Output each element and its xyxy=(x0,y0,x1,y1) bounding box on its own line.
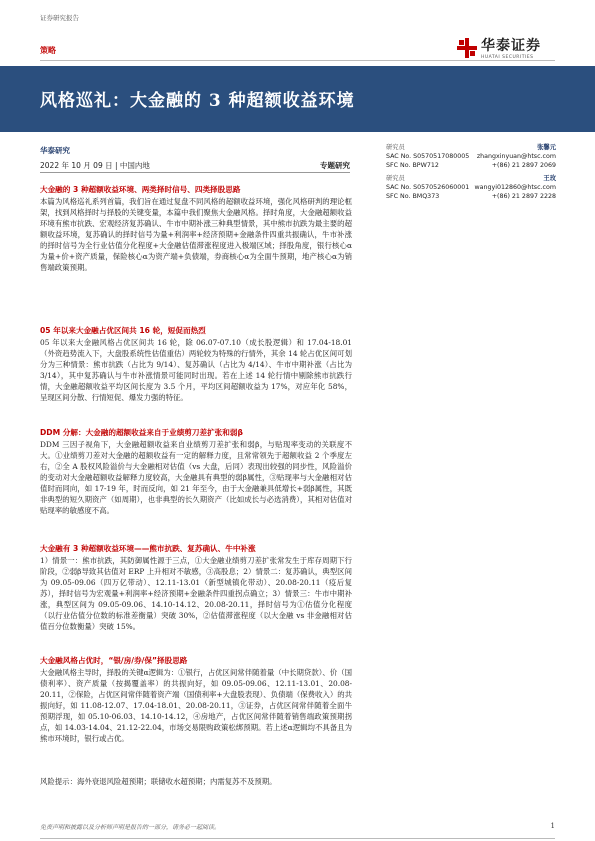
analyst-sac: SAC No. S0570517080005 xyxy=(386,153,470,160)
report-type-label: 证券研究报告 xyxy=(40,14,79,22)
page-title: 风格巡礼：大金融的 3 种超额收益环境 xyxy=(40,91,355,111)
page-footer xyxy=(40,822,555,831)
analyst-phone: +(86) 21 2897 2228 xyxy=(491,193,556,200)
section-paragraph: 05 年以来大金融风格占优区间共 16 轮，除 06.07-07.10（成长股逻辑）和 17.04-18.01（外资趋势流入下，大盘股系统性估值重估）两轮较为特殊的行情外，其余 14 轮占优区间可划分为三种情景：熊市抗跌（占比为 9/14）、复苏确认（占比为 4/14）、牛市中期补涨（占比为 3/14），其中复苏确认与牛市补涨情景可能同时出现。若在上述 14 轮行情中剔除熊市抗跌行情，大金融超额收益平均区间长度为 3.5 个月，平均区间超额收益为 17%，对应年化 58%，呈现区间分散、行情短促、爆发力强的特征。 xyxy=(40,338,352,402)
analyst-sfc: SFC No. BPW712 xyxy=(386,162,439,169)
analyst-panel xyxy=(386,143,556,205)
analyst-sfc: SFC No. BMQ373 xyxy=(386,193,440,200)
section-scenarios xyxy=(40,543,352,632)
risk-warning xyxy=(40,776,352,787)
analyst-card xyxy=(386,143,556,170)
risk-text: 风险提示：海外衰退风险超预期；联储收水超预期；内需复苏不及预期。 xyxy=(40,777,277,786)
section-heading: 大金融有 3 种超额收益环境——熊市抗跌、复苏确认、牛中补涨 xyxy=(40,544,256,553)
category-label: 策略 xyxy=(40,46,56,55)
analyst-card xyxy=(386,174,556,201)
section-stock-picking xyxy=(40,655,352,744)
analyst-email[interactable]: wangyi012860@htsc.com xyxy=(474,184,556,191)
report-meta xyxy=(40,160,350,171)
section-paragraph: 1）情景一：熊市抗跌，其防御属性源于三点，①大金融业绩剪刀差扩张常发生于库存周期下行阶段，②弱β导致其估值对 ERP 上升相对不敏感，③高股息；2）情景二：复苏确认，典型区间为 09.05-09.06（四万亿带动）、12.11-13.01（新型城镇化带动）、20.08-20.11（疫后复苏），择时信号为宏观量+利润率+经济预期+金融条件四重拐点确立；3）情景三：牛市中期补涨，典型区间为 09.05-09.06、14.10-14.12、20.08-20.11，择时信号为①估值分化程度（以行业估值分位数的标准差衡量）突破 30%，②估值滞涨程度（以大金融 vs 非金融相对估值百分位数衡量）突破 15%。 xyxy=(40,556,352,631)
section-paragraph: 本篇为风格巡礼系列首篇，我们旨在通过复盘不同风格的超额收益环境，强化风格研判的理论框架，找到风格择时与择股的关键变量，本篇中我们聚焦大金融风格。择时角度，大金融超额收益环境有熊市抗跌、宏观经济复苏确认、牛市中期补涨三种典型情景，其中熊市抗跌为最主要的超额收益环境，复苏确认的择时信号为量+利润率+经济预期+金融条件四重共振确认，牛市补涨的择时信号为全行业估值分化程度+大金融估值滞涨程度进入极端区域；择股角度，银行核心α为量+价+资产质量，保险核心α为资产端+负债端，券商核心α为全面牛预期，地产核心α为销售端政策预期。 xyxy=(40,197,352,272)
section-paragraph: DDM 三因子视角下，大金融超额收益来自业绩剪刀差扩张和弱β，与贴现率变动的关联度不大。①业绩剪刀差对大金融的超额收益有一定的解释力度，且常常领先于超额收益 2 个季度左右，②全 A 股权风险溢价与大金融相对估值（vs 大盘，后同）表现出较强的同步性，风险溢价的变动对大金融超额收益解释力度较高，大金融具有典型的弱β属性，③贴现率与大金融相对估值时而同向，如 17-19 年，时而反向，如 21 年至今，由于大金融兼具低增长+弱β属性，其既非典型的短久期资产（如周期），也非典型的长久期资产（比如成长与必选消费），其相对估值对贴现率的敏感度不高。 xyxy=(40,440,352,515)
analyst-name: 张馨元 xyxy=(537,144,556,151)
section-paragraph: 大金融风格主导时，择股的关键α逻辑为：①银行，占优区间常伴随着量（中长期贷款）、价（国债利率）、资产质量（按揭覆盖率）的共振向好，如 09.05-09.06、12.11-13.01、20.08-20.11，②保险，占优区间常伴随着资产端（国债利率+大盘股表现）、负债端（保费收入）的共振向好，如 11.08-12.07、17.04-18.01、20.08-20.11，③证券，占优区间常伴随着全面牛预期浮现，如 05.10-06.03、14.10-14.12，④房地产，占优区间常伴随着销售端政策预期拐点，如 14.03-14.04、21.12-22.04，市场交易限购政策松绑预期。若上述α逻辑均不具备且为熊市环境时，银行或占优。 xyxy=(40,668,352,743)
footer-disclaimer: 免责声明和披露以及分析师声明是报告的一部分，请务必一起阅读。 xyxy=(40,824,221,831)
logo-mark-icon xyxy=(457,38,477,58)
analyst-role: 研究员 xyxy=(386,144,405,151)
research-label: 华泰研究 xyxy=(40,146,70,155)
analyst-phone: +(86) 21 2897 2069 xyxy=(491,162,556,169)
section-heading: 05 年以来大金融占优区间共 16 轮，短促而热烈 xyxy=(40,326,206,335)
footer-divider xyxy=(40,838,555,839)
section-overview xyxy=(40,184,352,273)
analyst-sac: SAC No. S0570526060001 xyxy=(386,184,470,191)
huatai-logo xyxy=(457,35,541,60)
section-heading: 大金融的 3 种超额收益环境、两类择时信号、四类择股思路 xyxy=(40,185,241,194)
logo-text-cn: 华泰证券 xyxy=(481,38,541,54)
analyst-role: 研究员 xyxy=(386,175,405,182)
header-divider xyxy=(40,60,555,61)
section-history xyxy=(40,325,352,403)
logo-text-en: HUATAI SECURITIES xyxy=(481,55,534,60)
page-number: 1 xyxy=(550,822,555,830)
analyst-name: 王玫 xyxy=(543,175,556,182)
section-heading: 大金融风格占优时，“银/房/券/保”择股思路 xyxy=(40,656,188,665)
analyst-email[interactable]: zhangxinyuan@htsc.com xyxy=(476,153,556,160)
section-heading: DDM 分解：大金融的超额收益来自于业绩剪刀差扩张和弱β xyxy=(40,428,243,437)
report-kind: 专题研究 xyxy=(320,161,350,170)
date-region: 2022 年 10 月 09 日 | 中国内地 xyxy=(40,161,150,170)
meta-divider xyxy=(40,172,350,173)
section-ddm xyxy=(40,427,352,516)
